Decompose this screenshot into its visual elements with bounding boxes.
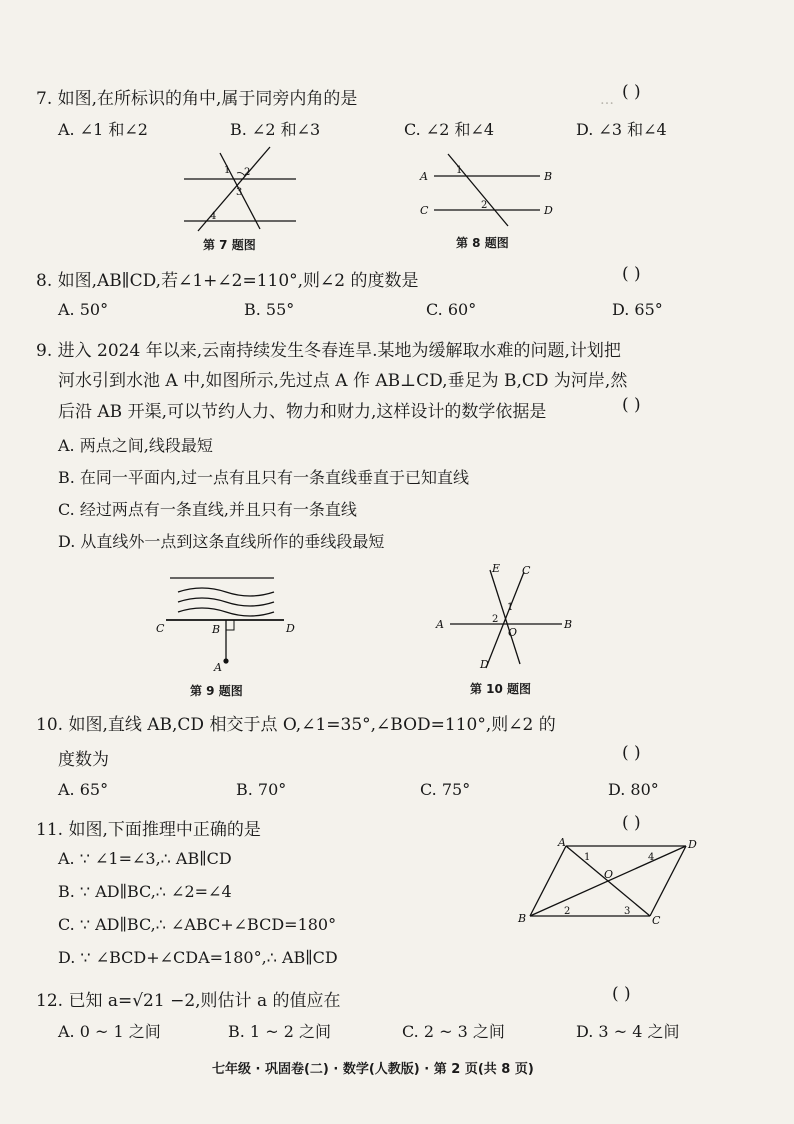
fig7-label-1: 1 bbox=[224, 165, 231, 176]
fig10-label-2: 2 bbox=[492, 614, 499, 625]
q8-option-d: D. 65° bbox=[612, 300, 663, 319]
q8-option-c: C. 60° bbox=[426, 300, 477, 319]
fig11-label-4: 4 bbox=[648, 852, 655, 863]
q9-option-a: A. 两点之间,线段最短 bbox=[58, 436, 213, 455]
q10-option-c: C. 75° bbox=[420, 780, 471, 799]
q7-stem: 7. 如图,在所标识的角中,属于同旁内角的是 bbox=[36, 89, 358, 109]
q11-stem: 11. 如图,下面推理中正确的是 bbox=[36, 820, 261, 840]
q11-option-d: D. ∵ ∠BCD+∠CDA=180°,∴ AB∥CD bbox=[58, 948, 338, 967]
q9-option-c: C. 经过两点有一条直线,并且只有一条直线 bbox=[58, 500, 357, 519]
q7-option-d: D. ∠3 和∠4 bbox=[576, 120, 667, 139]
fig7-caption: 第 7 题图 bbox=[203, 238, 256, 252]
fig10-label-a: A bbox=[436, 618, 444, 631]
q9-option-b: B. 在同一平面内,过一点有且只有一条直线垂直于已知直线 bbox=[58, 468, 470, 487]
fig8-label-c: C bbox=[420, 204, 429, 217]
q11-option-a: A. ∵ ∠1=∠3,∴ AB∥CD bbox=[58, 849, 232, 868]
fig9-label-a: A bbox=[214, 661, 222, 674]
fig10-label-c: C bbox=[522, 564, 531, 577]
bleed-through-text: … bbox=[600, 92, 614, 108]
fig7-label-2: 2 bbox=[244, 167, 251, 178]
q7-answer-paren: ( ) bbox=[622, 82, 641, 102]
q11-option-b: B. ∵ AD∥BC,∴ ∠2=∠4 bbox=[58, 882, 232, 901]
q9-option-d: D. 从直线外一点到这条直线所作的垂线段最短 bbox=[58, 532, 385, 551]
fig11-label-d: D bbox=[688, 838, 697, 851]
fig8-label-a: A bbox=[420, 170, 428, 183]
fig11-label-b: B bbox=[518, 912, 527, 924]
q8-answer-paren: ( ) bbox=[622, 264, 641, 284]
fig10-label-b: B bbox=[564, 618, 573, 631]
fig8-label-b: B bbox=[544, 170, 553, 183]
q10-stem-line-1: 10. 如图,直线 AB,CD 相交于点 O,∠1=35°,∠BOD=110°,则∠2 的 bbox=[36, 715, 556, 735]
q12-option-d: D. 3 ~ 4 之间 bbox=[576, 1022, 680, 1041]
figure-9 bbox=[152, 570, 302, 676]
q8-option-b: B. 55° bbox=[244, 300, 295, 319]
fig10-label-1: 1 bbox=[507, 602, 514, 613]
fig10-caption: 第 10 题图 bbox=[470, 682, 532, 696]
fig11-label-2: 2 bbox=[564, 906, 571, 917]
fig9-caption: 第 9 题图 bbox=[190, 684, 243, 698]
q12-option-c: C. 2 ~ 3 之间 bbox=[402, 1022, 505, 1041]
q10-option-a: A. 65° bbox=[58, 780, 109, 799]
fig7-label-4: 4 bbox=[210, 211, 217, 222]
fig9-label-c: C bbox=[156, 622, 165, 635]
fig8-caption: 第 8 题图 bbox=[456, 236, 509, 250]
q12-stem: 12. 已知 a=√21 −2,则估计 a 的值应在 bbox=[36, 991, 341, 1011]
fig8-label-d: D bbox=[544, 204, 553, 217]
q7-option-a: A. ∠1 和∠2 bbox=[58, 120, 148, 139]
fig8-label-2: 2 bbox=[481, 200, 488, 211]
fig11-label-o: O bbox=[604, 868, 614, 881]
fig11-label-a: A bbox=[558, 836, 566, 849]
fig7-label-3: 3 bbox=[236, 187, 243, 198]
q7-option-c: C. ∠2 和∠4 bbox=[404, 120, 495, 139]
fig9-label-b: B bbox=[212, 623, 221, 636]
fig10-label-d: D bbox=[480, 658, 489, 671]
figure-11 bbox=[510, 836, 706, 924]
q10-stem-line-2: 度数为 bbox=[58, 750, 109, 770]
figure-8 bbox=[418, 150, 568, 230]
q12-option-b: B. 1 ~ 2 之间 bbox=[228, 1022, 331, 1041]
q11-answer-paren: ( ) bbox=[622, 813, 641, 833]
q9-answer-paren: ( ) bbox=[622, 395, 641, 415]
fig11-label-c: C bbox=[652, 914, 661, 924]
q11-option-c: C. ∵ AD∥BC,∴ ∠ABC+∠BCD=180° bbox=[58, 915, 337, 934]
fig9-label-d: D bbox=[286, 622, 295, 635]
q9-stem-line-2: 河水引到水池 A 中,如图所示,先过点 A 作 AB⊥CD,垂足为 B,CD 为河岸,然 bbox=[58, 371, 628, 391]
fig11-label-3: 3 bbox=[624, 906, 631, 917]
q8-option-a: A. 50° bbox=[58, 300, 109, 319]
q10-answer-paren: ( ) bbox=[622, 743, 641, 763]
q12-option-a: A. 0 ~ 1 之间 bbox=[58, 1022, 161, 1041]
q7-option-b: B. ∠2 和∠3 bbox=[230, 120, 321, 139]
page-footer: 七年级 · 巩固卷(二) · 数学(人教版) · 第 2 页(共 8 页) bbox=[212, 1062, 534, 1077]
fig10-label-o: O bbox=[508, 626, 518, 639]
figure-10 bbox=[432, 560, 582, 674]
q9-stem-line-1: 9. 进入 2024 年以来,云南持续发生冬春连旱.某地为缓解取水难的问题,计划把 bbox=[36, 341, 621, 361]
q10-option-d: D. 80° bbox=[608, 780, 659, 799]
fig10-label-e: E bbox=[492, 562, 501, 575]
fig11-label-1: 1 bbox=[584, 852, 591, 863]
q9-stem-line-3: 后沿 AB 开渠,可以节约人力、物力和财力,这样设计的数学依据是 bbox=[58, 402, 547, 422]
q10-option-b: B. 70° bbox=[236, 780, 287, 799]
q8-stem: 8. 如图,AB∥CD,若∠1+∠2=110°,则∠2 的度数是 bbox=[36, 271, 419, 291]
q12-answer-paren: ( ) bbox=[612, 984, 631, 1004]
fig8-label-1: 1 bbox=[456, 165, 463, 176]
figure-7 bbox=[180, 143, 300, 233]
